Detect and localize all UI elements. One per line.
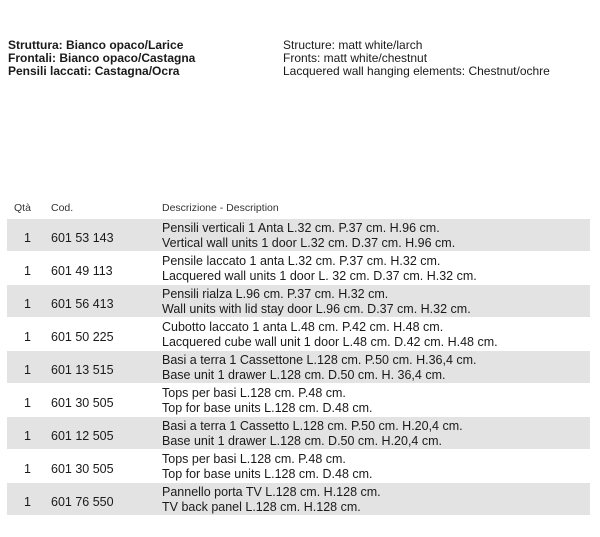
row-qty: 1 xyxy=(24,264,31,278)
row-code: 601 53 143 xyxy=(51,231,114,245)
row-description-it: Tops per basi L.128 cm. P.48 cm. xyxy=(162,452,346,466)
row-code: 601 76 550 xyxy=(51,495,114,509)
row-qty: 1 xyxy=(24,396,31,410)
row-description-it: Basi a terra 1 Cassettone L.128 cm. P.50 cm. H.36,4 cm. xyxy=(162,353,477,367)
row-description-it: Basi a terra 1 Cassetto L.128 cm. P.50 cm. H.20,4 cm. xyxy=(162,419,463,433)
spec-wall-units-en: Lacquered wall hanging elements: Chestnut/ochre xyxy=(283,64,550,78)
row-code: 601 49 113 xyxy=(51,264,113,278)
row-description-en: Vertical wall units 1 door L.32 cm. D.37 cm. H.96 cm. xyxy=(162,236,456,250)
table-row xyxy=(7,251,590,284)
row-description-en: Top for base units L.128 cm. D.48 cm. xyxy=(162,467,373,481)
row-description-it: Cubotto laccato 1 anta L.48 cm. P.42 cm. H.48 cm. xyxy=(162,320,444,334)
spec-english xyxy=(283,39,550,78)
table-row xyxy=(7,350,590,383)
header-qty: Qtà xyxy=(14,202,31,214)
row-qty: 1 xyxy=(24,330,31,344)
row-description-it: Tops per basi L.128 cm. P.48 cm. xyxy=(162,386,346,400)
row-qty: 1 xyxy=(24,462,31,476)
row-code: 601 50 225 xyxy=(51,330,114,344)
row-description-en: Lacquered wall units 1 door L. 32 cm. D.37 cm. H.32 cm. xyxy=(162,269,477,283)
row-qty: 1 xyxy=(24,297,31,311)
row-description-en: Base unit 1 drawer L.128 cm. D.50 cm. H.20,4 cm. xyxy=(162,434,442,448)
spec-fronts-en: Fronts: matt white/chestnut xyxy=(283,51,428,65)
table-row xyxy=(7,416,590,449)
row-description-it: Pensili rialza L.96 cm. P.37 cm. H.32 cm. xyxy=(162,287,389,301)
spec-italian xyxy=(8,39,195,78)
spec-fronts-it: Frontali: Bianco opaco/Castagna xyxy=(8,51,196,65)
header-description: Descrizione - Description xyxy=(162,202,279,214)
spec-structure-en: Structure: matt white/larch xyxy=(283,38,423,52)
row-code: 601 30 505 xyxy=(51,396,114,410)
row-description-en: TV back panel L.128 cm. H.128 cm. xyxy=(162,500,361,514)
table-row xyxy=(7,482,590,515)
row-code: 601 30 505 xyxy=(51,462,114,476)
row-description-it: Pannello porta TV L.128 cm. H.128 cm. xyxy=(162,485,381,499)
row-description-en: Wall units with lid stay door L.96 cm. D.37 cm. H.32 cm. xyxy=(162,302,471,316)
row-code: 601 13 515 xyxy=(51,363,114,377)
table-row xyxy=(7,449,590,482)
table-row xyxy=(7,218,590,251)
row-description-en: Base unit 1 drawer L.128 cm. D.50 cm. H. 36,4 cm. xyxy=(162,368,446,382)
table-row xyxy=(7,383,590,416)
table-row xyxy=(7,317,590,350)
row-code: 601 12 505 xyxy=(51,429,114,443)
spec-wall-units-it: Pensili laccati: Castagna/Ocra xyxy=(8,64,180,78)
row-qty: 1 xyxy=(24,231,31,245)
product-table xyxy=(7,218,590,515)
table-row xyxy=(7,284,590,317)
row-code: 601 56 413 xyxy=(51,297,114,311)
row-qty: 1 xyxy=(24,363,31,377)
row-qty: 1 xyxy=(24,495,31,509)
header-code: Cod. xyxy=(51,202,74,214)
spec-structure-it: Struttura: Bianco opaco/Larice xyxy=(8,38,184,52)
row-description-en: Top for base units L.128 cm. D.48 cm. xyxy=(162,401,373,415)
row-qty: 1 xyxy=(24,429,31,443)
row-description-it: Pensile laccato 1 anta L.32 cm. P.37 cm. H.32 cm. xyxy=(162,254,441,268)
row-description-it: Pensili verticali 1 Anta L.32 cm. P.37 cm. H.96 cm. xyxy=(162,221,440,235)
row-description-en: Lacquered cube wall unit 1 door L.48 cm. D.42 cm. H.48 cm. xyxy=(162,335,498,349)
